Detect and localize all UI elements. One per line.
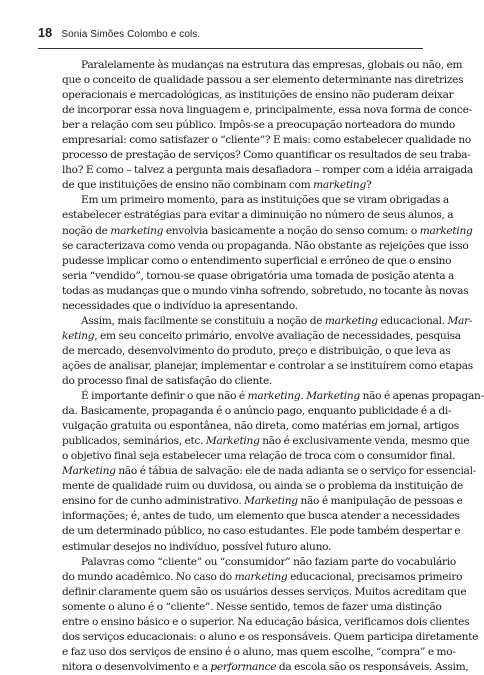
text-line: seria “vendido”, tornou-se quase obrigatória uma tomada de posição atenta a	[62, 269, 455, 282]
text-line: somente o aluno é o “cliente”. Nesse sentido, temos de fazer uma distinção	[62, 600, 442, 613]
text-line: de que instituições de ensino não combinam com marketing?	[62, 179, 372, 192]
text-line: Marketing não é tábua de salvação: ele de nada adianta se o serviço for essencial-	[62, 465, 476, 478]
text-line: operacionais e mercadológicas, as instituições de ensino não puderam deixar	[62, 89, 454, 102]
text-line: de um determinado público, no caso estudantes. Ele pode também despertar e	[62, 525, 461, 538]
page-number: 18	[38, 26, 53, 40]
text-line: publicados, seminários, etc. Marketing não é exclusivamente venda, mesmo que	[62, 435, 470, 448]
text-line: dos serviços educacionais: o aluno e os responsáveis. Quem participa diretamente	[62, 630, 479, 643]
text-line: ações de analisar, planejar, implementar e controlar a se instituírem como etapas	[62, 359, 473, 372]
text-line: É importante definir o que não é marketing. Marketing não é apenas propagan-	[81, 390, 484, 403]
text-line: ber a relação com seu público. Impôs-se a preocupação norteadora do mundo	[62, 119, 456, 132]
text-line: pudesse implicar como o entendimento superficial e errôneo de que o ensino	[62, 254, 452, 267]
text-line: mente de qualidade ruim ou duvidosa, ou ainda se o problema da instituição de	[62, 480, 463, 493]
text-line: lho? E como – talvez a pergunta mais desafiadora – romper com a idéia arraigada	[62, 164, 474, 177]
running-head: Sonia Simões Colombo e cols.	[61, 29, 201, 40]
text-line: o objetivo final seja estabelecer uma relação de troca com o consumidor final.	[62, 450, 456, 463]
text-line: da. Basicamente, propaganda é o anúncio pago, enquanto publicidade é a di-	[62, 405, 452, 418]
text-line: de incorporar essa nova linguagem e, principalmente, essa nova forma de conce-	[62, 104, 472, 117]
text-line: Assim, mais facilmente se constituiu a noção de marketing educacional. Mar-	[81, 314, 473, 327]
text-line: que o conceito de qualidade passou a ser elemento determinante nas diretrizes	[62, 74, 464, 87]
text-line: estimular desejos no indivíduo, possível futuro aluno.	[62, 540, 332, 553]
text-line: nitora o desenvolvimento e a performance da escola são os responsáveis. Assim,	[62, 660, 469, 673]
text-line: entre o ensino básico e o superior. Na educação básica, verificamos dois clientes	[62, 615, 470, 628]
text-line: noção de marketing envolvia basicamente a noção do senso comum: o marketing	[62, 224, 473, 237]
page-header	[38, 26, 423, 49]
text-line: do processo final de satisfação do cliente.	[62, 374, 273, 387]
text-line: informações; é, antes de tudo, um elemento que busca atender a necessidades	[62, 510, 460, 523]
text-line: necessidades que o indivíduo ia apresentando.	[62, 299, 298, 312]
text-line: estabelecer estratégias para evitar a diminuição no número de seus alunos, a	[62, 209, 454, 222]
text-line: todas as mudanças que o mundo vinha sofrendo, sobretudo, no tocante às novas	[62, 284, 469, 297]
text-line: Em um primeiro momento, para as instituições que se viram obrigadas a	[81, 194, 449, 207]
text-line: definir claramente quem são os usuários desses serviços. Muitos acreditam que	[62, 585, 467, 598]
text-line: do mundo acadêmico. No caso do marketing educacional, precisamos primeiro	[62, 570, 463, 583]
text-line: vulgação gratuita ou espontânea, não direta, como matérias em jornal, artigos	[62, 420, 459, 433]
text-line: empresarial: como satisfazer o “cliente”? E mais: como estabelecer qualidade no	[62, 134, 472, 147]
text-line: processo de prestação de serviços? Como quantificar os resultados de seu traba-	[62, 149, 471, 162]
text-line: se caracterizava como venda ou propaganda. Não obstante as rejeições que isso	[62, 239, 469, 252]
body-text	[62, 58, 484, 675]
text-line: keting, em seu conceito primário, envolve avaliação de necessidades, pesquisa	[62, 329, 461, 342]
text-line: de mercado, desenvolvimento do produto, preço e distribuição, o que leva as	[62, 344, 451, 357]
text-line: Paralelamente às mudanças na estrutura das empresas, globais ou não, em	[81, 59, 463, 71]
text-line: ensino for de cunho administrativo. Marketing não é manipulação de pessoas e	[62, 495, 463, 508]
text-line: e faz uso dos serviços de ensino é o aluno, mas quem escolhe, “compra” e mo-	[62, 645, 456, 658]
text-line: Palavras como “cliente” ou “consumidor” não faziam parte do vocabulário	[81, 555, 457, 568]
